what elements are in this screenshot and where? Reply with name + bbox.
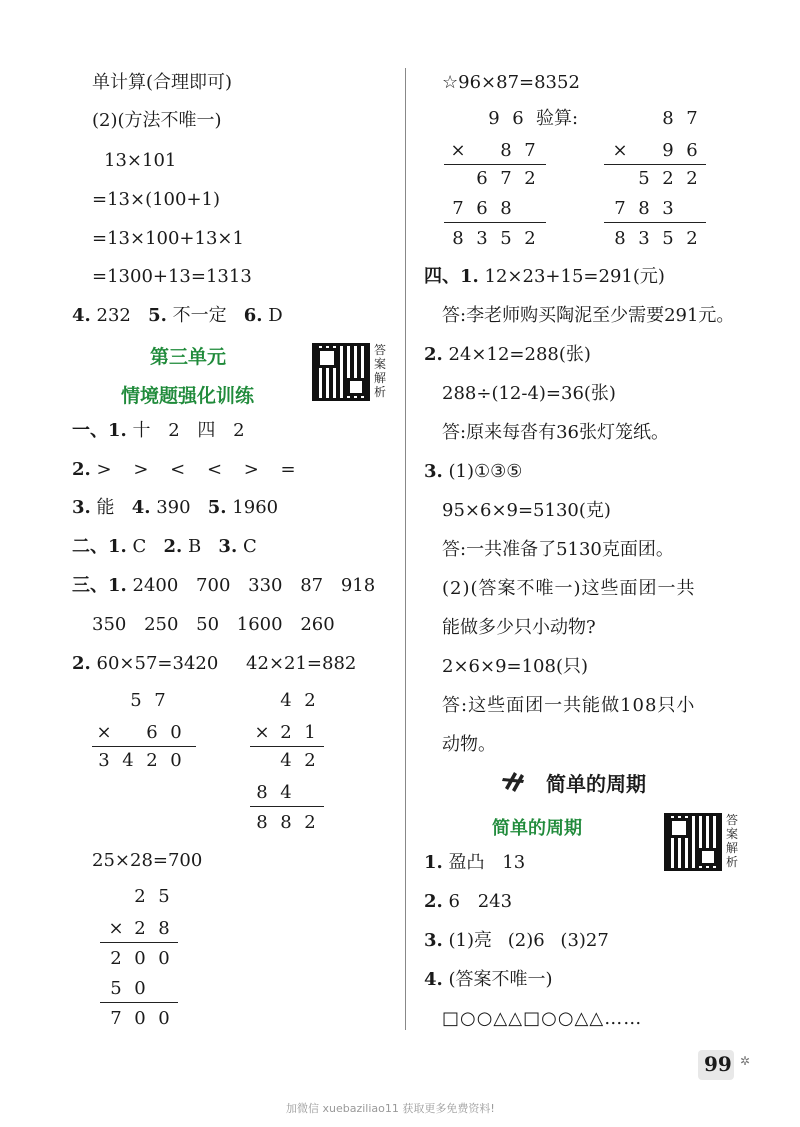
answer: (1)①③⑤ [448, 461, 523, 482]
vertical-calc-row: 6 7 2 [476, 168, 536, 189]
answer: 盈凸 13 [448, 852, 526, 873]
answer-line: 答:李老师购买陶泥至少需要291元。 [442, 305, 735, 326]
vertical-calc-row: 5 2 2 [638, 168, 698, 189]
section-logo-icon [502, 768, 528, 794]
answer-line: 答:原来每沓有36张灯笼纸。 [442, 422, 669, 443]
question-number: 4. [131, 497, 151, 518]
question-number: 6. [243, 305, 263, 326]
vertical-calc-row: 4 2 [280, 690, 316, 711]
answer-line [72, 420, 245, 442]
line-text: =13×(100+1) [92, 189, 221, 210]
answer-line: 答:一共准备了5130克面团。 [442, 539, 674, 560]
vertical-calc-row: 7 8 3 [614, 198, 674, 219]
answer-line: 95×6×9=5130(克) [442, 500, 611, 521]
question-number: 2. [72, 459, 91, 480]
qr-label: 答案解析 [374, 343, 387, 399]
unit-title: 第三单元 [150, 346, 227, 368]
answer-line: 能做多少只小动物? [442, 617, 596, 638]
answer-line: 350 250 50 1600 260 [92, 614, 335, 635]
answer: (1)亮 (2)6 (3)27 [448, 930, 609, 951]
calc-line [604, 164, 706, 165]
answer: D [268, 305, 283, 326]
answer: 不一定 [172, 305, 227, 326]
answer: 232 [96, 305, 131, 326]
line-text: =1300+13=1313 [92, 266, 252, 287]
calc-line [604, 222, 706, 223]
vertical-calc-row: × 2 1 [254, 722, 316, 743]
answer-line: 答:这些面团一共能做108只小 [442, 695, 696, 716]
calc-line [444, 222, 546, 223]
question-number: 二、1. [72, 536, 127, 557]
line-text: 单计算(合理即可) [92, 72, 233, 93]
vertical-calc-row: 9 6 [488, 108, 524, 129]
answer: 24×12=288(张) [448, 344, 591, 365]
calc-line [92, 746, 196, 747]
vertical-calc-row: 7 0 0 [110, 1008, 170, 1029]
question-number: 2. [72, 653, 91, 674]
answer: (答案不唯一) [448, 969, 553, 990]
vertical-calc-row: 8 8 2 [256, 812, 316, 833]
answer-line [72, 536, 257, 558]
vertical-calc-row: 5 7 [130, 690, 166, 711]
vertical-calc-row: 8 3 5 2 [452, 228, 536, 249]
vertical-calc-row: 8 4 [256, 782, 292, 803]
answer-line [424, 266, 665, 288]
answer-line [72, 575, 375, 597]
calc-line [250, 806, 324, 807]
column-divider [405, 68, 406, 1030]
answer-line: 动物。 [442, 734, 496, 755]
answer-line [424, 461, 522, 483]
answer-line [424, 930, 609, 952]
answer: 1960 [232, 497, 279, 518]
vertical-calc-row: 2 0 0 [110, 948, 170, 969]
question-number: 3. [424, 461, 443, 482]
answer: > > < < > = [96, 459, 296, 480]
vertical-calc-row: 7 6 8 [452, 198, 512, 219]
vertical-calc-row: 3 4 2 0 [98, 750, 182, 771]
question-number: 2. [163, 536, 183, 557]
answer-line [72, 459, 296, 481]
answer-line [424, 344, 591, 366]
answer-line [72, 305, 283, 327]
unit-subtitle: 情境题强化训练 [121, 385, 255, 407]
qr-label: 答案解析 [726, 813, 739, 869]
vertical-calc-row: × 6 0 [96, 722, 182, 743]
question-number: 5. [207, 497, 227, 518]
vertical-calc-row: 2 5 [134, 886, 170, 907]
question-number: 四、1. [424, 266, 479, 287]
qr-code-icon[interactable] [664, 813, 722, 871]
answer: C [242, 536, 257, 557]
answer: 6 243 [448, 891, 513, 912]
decoration-icon: ✲ [740, 1054, 751, 1068]
section-title: 简单的周期 [546, 772, 646, 796]
vertical-calc-row: 8 7 [662, 108, 698, 129]
line-text: 13×101 [104, 150, 177, 171]
calc-line [100, 1002, 178, 1003]
footer-watermark: 加微信 xuebaziliao11 获取更多免费资料! [286, 1102, 495, 1115]
answer-line [72, 497, 278, 519]
check-label: 验算: [536, 108, 579, 129]
question-number: 2. [424, 891, 443, 912]
question-number: 1. [424, 852, 443, 873]
line-text: =13×100+13×1 [92, 228, 244, 249]
line-text: (2)(方法不唯一) [92, 110, 222, 131]
answer: 390 [156, 497, 191, 518]
answer-line [424, 891, 512, 913]
line-text: ☆96×87=8352 [442, 72, 580, 93]
question-number: 5. [148, 305, 167, 326]
question-number: 3. [72, 497, 91, 518]
question-number: 2. [424, 344, 443, 365]
section-subtitle: 简单的周期 [492, 818, 582, 839]
answer: B [188, 536, 202, 557]
question-number: 4. [72, 305, 91, 326]
question-number: 三、1. [72, 575, 127, 596]
answer-line: (2)(答案不唯一)这些面团一共 [442, 578, 696, 599]
question-number: 4. [424, 969, 443, 990]
answer-line: 2×6×9=108(只) [442, 656, 589, 677]
vertical-calc-row: × 8 7 [450, 140, 536, 161]
shape-sequence: □○○△△□○○△△…… [442, 1008, 643, 1029]
page-number: 99 [704, 1052, 732, 1076]
calc-line [250, 746, 324, 747]
question-number: 3. [218, 536, 238, 557]
qr-code-icon[interactable] [312, 343, 370, 401]
answer-line [72, 653, 356, 675]
vertical-calc-row: 8 3 5 2 [614, 228, 698, 249]
vertical-calc-row: 4 2 [280, 750, 316, 771]
question-number: 一、1. [72, 420, 127, 441]
answer: 能 [96, 497, 115, 518]
calc-line [444, 164, 546, 165]
answer: 2400 700 330 87 918 [132, 575, 376, 596]
vertical-calc-row: × 2 8 [108, 918, 170, 939]
answer: 12×23+15=291(元) [484, 266, 665, 287]
answer-line: 288÷(12-4)=36(张) [442, 383, 616, 404]
answer: 十 2 四 2 [132, 420, 245, 441]
vertical-calc-row: 5 0 [110, 978, 146, 999]
answer-line [424, 969, 553, 991]
answer-line [424, 852, 525, 874]
answer: 60×57=3420 42×21=882 [96, 653, 357, 674]
calc-line [100, 942, 178, 943]
answer-line: 25×28=700 [92, 850, 203, 871]
vertical-calc-row: × 9 6 [612, 140, 698, 161]
answer: C [132, 536, 147, 557]
question-number: 3. [424, 930, 443, 951]
